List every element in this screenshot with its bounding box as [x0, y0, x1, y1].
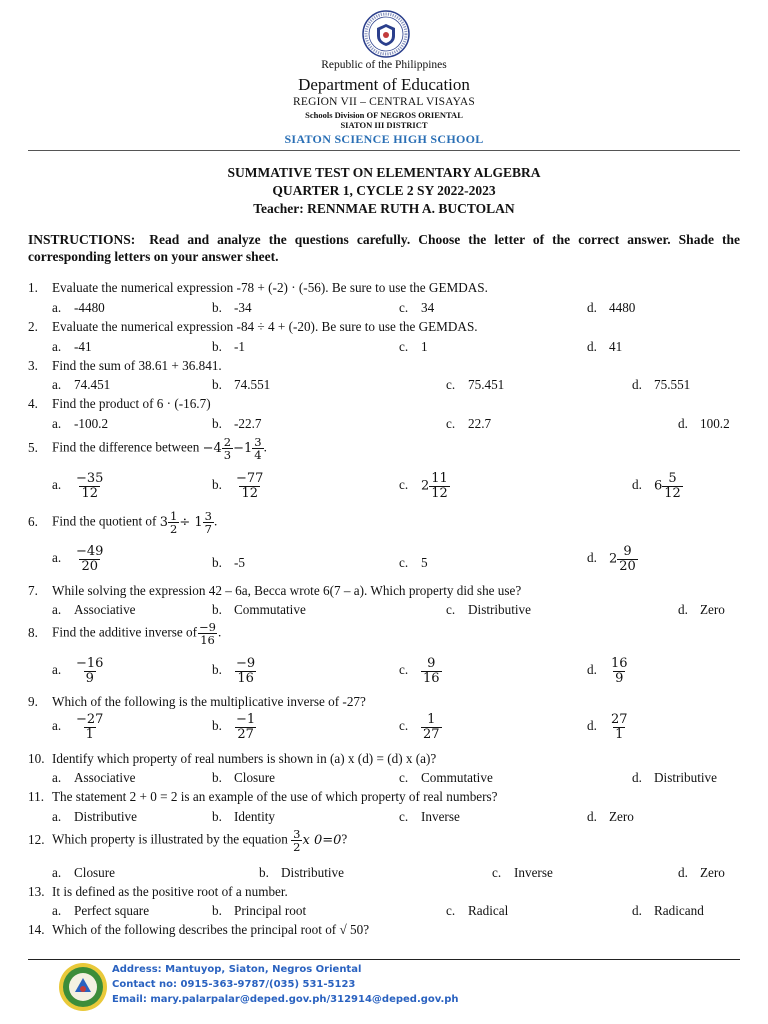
- deped-seal-icon: [362, 10, 410, 58]
- option-12b[interactable]: b. Distributive: [259, 865, 345, 880]
- question-4: 4. Find the product of 6 · (-16.7): [28, 396, 211, 411]
- question-3: 3. Find the sum of 38.61 + 36.841.: [28, 358, 222, 373]
- option-2c[interactable]: c. 1: [399, 339, 428, 354]
- option-10d[interactable]: d. Distributive: [632, 770, 718, 785]
- option-13c[interactable]: c. Radical: [446, 903, 509, 918]
- option-3d[interactable]: d. 75.551: [632, 377, 691, 392]
- option-1b[interactable]: b. -34: [212, 300, 252, 315]
- option-6b[interactable]: b. -5: [212, 555, 245, 570]
- option-10c[interactable]: c. Commutative: [399, 770, 493, 785]
- option-10a[interactable]: a. Associative: [52, 770, 136, 785]
- option-12c[interactable]: c. Inverse: [492, 865, 553, 880]
- division-line: Schools Division OF NEGROS ORIENTAL: [305, 110, 463, 120]
- question-12: 12. Which property is illustrated by the equation $\frac{3}{2}$ x 0=0?: [28, 827, 348, 855]
- option-11d[interactable]: d. Zero: [587, 809, 634, 824]
- test-title: SUMMATIVE TEST ON ELEMENTARY ALGEBRA: [227, 165, 541, 180]
- option-4b[interactable]: b. -22.7: [212, 416, 262, 431]
- question-14: 14. Which of the following describes the principal root of √ 50?: [28, 922, 370, 937]
- option-13d[interactable]: d. Radicand: [632, 903, 704, 918]
- option-1a[interactable]: a. -4480: [52, 300, 105, 315]
- test-quarter: QUARTER 1, CYCLE 2 SY 2022-2023: [272, 183, 496, 198]
- question-9: 9. Which of the following is the multiplicative inverse of -27?: [28, 694, 366, 709]
- option-5d[interactable]: d. 6 $\frac{5}{12}$: [632, 471, 681, 501]
- question-13: 13. It is defined as the positive root of a number.: [28, 884, 288, 899]
- option-4d[interactable]: d. 100.2: [678, 416, 730, 431]
- option-1d[interactable]: d. 4480: [587, 300, 636, 315]
- option-7a[interactable]: a. Associative: [52, 602, 136, 617]
- option-7c[interactable]: c. Distributive: [446, 602, 532, 617]
- question-11: 11. The statement 2 + 0 = 2 is an example of the use of which property of real numbers?: [28, 789, 498, 804]
- option-10b[interactable]: b. Closure: [212, 770, 276, 785]
- option-9a[interactable]: a. $\frac{-27}{1}$: [52, 712, 104, 742]
- school-logo-icon: [58, 962, 108, 1012]
- question-5: 5. Find the difference between −4 $\frac{2}{3}$ −1 $\frac{3}{4}$ .: [28, 435, 267, 463]
- option-4a[interactable]: a. -100.2: [52, 416, 109, 431]
- option-9c[interactable]: c. $\frac{1}{27}$: [399, 712, 440, 742]
- option-3a[interactable]: a. 74.451: [52, 377, 111, 392]
- option-8c[interactable]: c. $\frac{9}{16}$: [399, 656, 440, 686]
- option-2b[interactable]: b. -1: [212, 339, 245, 354]
- question-1: 1. Evaluate the numerical expression -78 + (-2) · (-56). Be sure to use the GEMDAS.: [28, 280, 488, 295]
- option-11c[interactable]: c. Inverse: [399, 809, 460, 824]
- footer-divider: [28, 959, 740, 960]
- option-9d[interactable]: d. $\frac{27}{1}$: [587, 712, 628, 742]
- question-7: 7. While solving the expression 42 – 6a, Becca wrote 6(7 – a). Which property did she use?: [28, 583, 522, 598]
- option-11a[interactable]: a. Distributive: [52, 809, 138, 824]
- option-6c[interactable]: c. 5: [399, 555, 428, 570]
- option-5c[interactable]: c. 2 $\frac{11}{12}$: [399, 471, 448, 501]
- option-1c[interactable]: c. 34: [399, 300, 435, 315]
- option-11b[interactable]: b. Identity: [212, 809, 276, 824]
- instructions-text: Read and analyze the questions carefully. Choose the letter of the correct answer. Shade the corresponding letters on your answer sheet.: [28, 232, 740, 264]
- republic-line: Republic of the Philippines: [321, 59, 447, 71]
- option-3b[interactable]: b. 74.551: [212, 377, 271, 392]
- question-6: 6. Find the quotient of 3 $\frac{1}{2}$ ÷ 1 $\frac{3}{7}$ .: [28, 509, 218, 537]
- question-8: 8. Find the additive inverse of $\frac{-9}{16}$ .: [28, 620, 222, 648]
- option-13b[interactable]: b. Principal root: [212, 903, 307, 918]
- option-6d[interactable]: d. 2 $\frac{9}{20}$: [587, 544, 636, 574]
- footer-contact: Contact no: 0915-363-9787/(035) 531-5123: [112, 979, 356, 990]
- region-line: REGION VII – CENTRAL VISAYAS: [293, 96, 475, 108]
- department-title: Department of Education: [298, 75, 470, 94]
- option-9b[interactable]: b. $\frac{-1}{27}$: [212, 712, 256, 742]
- option-7b[interactable]: b. Commutative: [212, 602, 306, 617]
- option-8b[interactable]: b. $\frac{-9}{16}$: [212, 656, 256, 686]
- option-12a[interactable]: a. Closure: [52, 865, 116, 880]
- district-line: SIATON III DISTRICT: [340, 120, 428, 130]
- instructions-label: INSTRUCTIONS:: [28, 232, 136, 247]
- option-8a[interactable]: a. $\frac{-16}{9}$: [52, 656, 104, 686]
- option-3c[interactable]: c. 75.451: [446, 377, 505, 392]
- option-13a[interactable]: a. Perfect square: [52, 903, 150, 918]
- option-6a[interactable]: a. $\frac{-49}{20}$: [52, 544, 104, 574]
- option-5b[interactable]: b. $\frac{-77}{12}$: [212, 471, 264, 501]
- option-5a[interactable]: a. $\frac{-35}{12}$: [52, 471, 104, 501]
- question-2: 2. Evaluate the numerical expression -84 ÷ 4 + (-20). Be sure to use the GEMDAS.: [28, 319, 478, 334]
- question-10: 10. Identify which property of real numbers is shown in (a) x (d) = (d) x (a)?: [28, 751, 437, 766]
- instructions: [28, 231, 740, 265]
- option-12d[interactable]: d. Zero: [678, 865, 725, 880]
- test-teacher: Teacher: RENNMAE RUTH A. BUCTOLAN: [253, 201, 515, 216]
- footer-address: Address: Mantuyop, Siaton, Negros Oriental: [112, 964, 362, 975]
- option-2d[interactable]: d. 41: [587, 339, 623, 354]
- footer-email[interactable]: Email: mary.palarpalar@deped.gov.ph/312914@deped.gov.ph: [112, 994, 459, 1005]
- option-4c[interactable]: c. 22.7: [446, 416, 492, 431]
- school-name: SIATON SCIENCE HIGH SCHOOL: [284, 132, 484, 146]
- header-divider: [28, 150, 740, 151]
- option-7d[interactable]: d. Zero: [678, 602, 725, 617]
- option-8d[interactable]: d. $\frac{16}{9}$: [587, 656, 628, 686]
- option-2a[interactable]: a. -41: [52, 339, 92, 354]
